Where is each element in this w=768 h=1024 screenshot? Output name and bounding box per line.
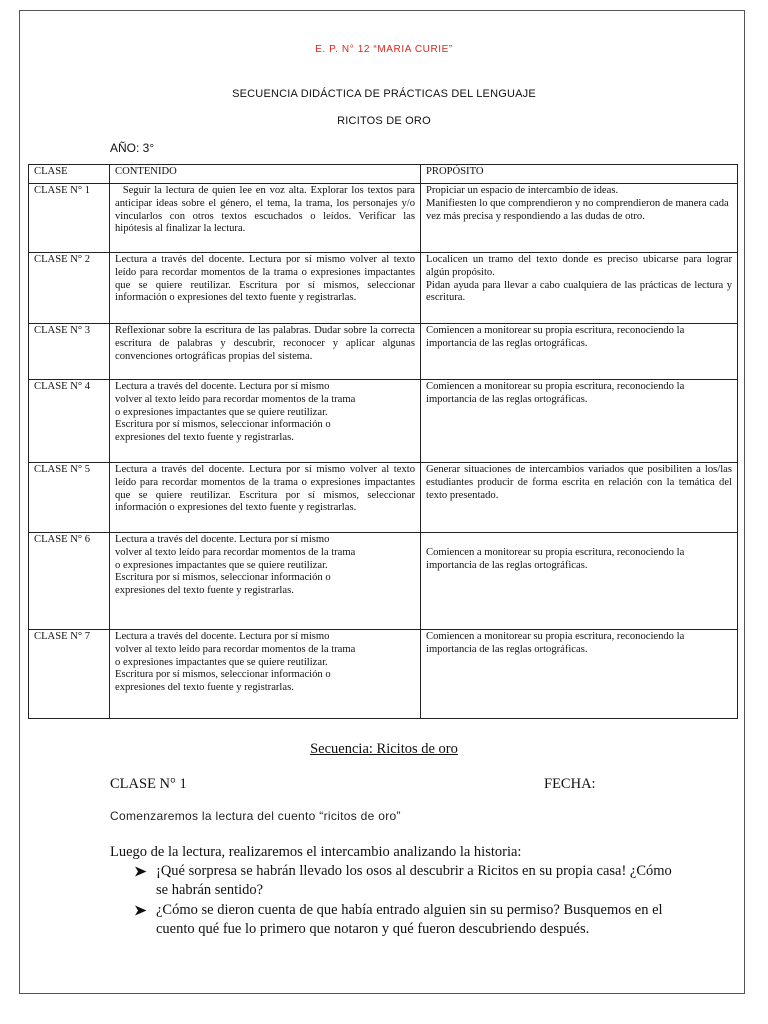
- table-row: [29, 533, 738, 630]
- table-header-row: [29, 165, 738, 184]
- purpose-cell: Comiencen a monitorear su propia escritura, reconociendo la importancia de las reglas ortográficas.: [421, 533, 738, 630]
- document-title: SECUENCIA DIDÁCTICA DE PRÁCTICAS DEL LENGUAJE: [232, 88, 536, 100]
- question-text: ¿Cómo se dieron cuenta de que había entrado alguien sin su permiso? Busquemos en el cuento qué fue lo primero que notaron y qué fueron descubriendo después.: [156, 902, 663, 937]
- class-number: CLASE N° 1: [110, 776, 187, 792]
- school-name: E. P. N° 12 “MARIA CURIE”: [315, 44, 453, 55]
- purpose-cell: Propiciar un espacio de intercambio de ideas. Manifiesten lo que comprendieron y no comprendieron de manera cada vez más precisa y respondiendo a las dudas de otro.: [421, 184, 738, 253]
- school-year: AÑO: 3°: [110, 141, 155, 155]
- table-row: [29, 253, 738, 324]
- class-cell: CLASE N° 1: [29, 184, 110, 253]
- table-row: [29, 463, 738, 533]
- column-header: CONTENIDO: [110, 165, 421, 184]
- table-row: [29, 184, 738, 253]
- after-reading-text: Luego de la lectura, realizaremos el intercambio analizando la historia:: [110, 844, 522, 860]
- purpose-cell: Localicen un tramo del texto donde es preciso ubicarse para lograr algún propósito. Pidan ayuda para llevar a cabo cualquiera de las prácticas de lectura y escritura.: [421, 253, 738, 324]
- question-list: [132, 862, 672, 940]
- content-cell: Lectura a través del docente. Lectura por sí mismo volver al texto leído para recordar momentos de la trama o expresiones impactantes que se quiere reutilizar. Escritura por sí mismos, seleccionar información o expresiones del texto fuente y registrarlas.: [110, 533, 421, 630]
- column-header: PROPÓSITO: [421, 165, 738, 184]
- content-cell: Lectura a través del docente. Lectura por sí mismo volver al texto leído para recordar momentos de la trama o expresiones impactantes que se quiere reutilizar. Escritura por sí mismos, seleccionar información o expresiones del texto fuente y registrarlas.: [110, 380, 421, 463]
- content-cell: Reflexionar sobre la escritura de las palabras. Dudar sobre la correcta escritura de palabras y descubrir, reconocer y aplicar algunas convenciones ortográficas propias del sistema.: [110, 324, 421, 380]
- class-cell: CLASE N° 6: [29, 533, 110, 630]
- question-text: ¡Qué sorpresa se habrán llevado los osos al descubrir a Ricitos en su propia casa! ¿Cómo se habrán sentido?: [156, 863, 672, 898]
- purpose-cell: Comiencen a monitorear su propia escritura, reconociendo la importancia de las reglas ortográficas.: [421, 380, 738, 463]
- table-row: [29, 324, 738, 380]
- story-title: RICITOS DE ORO: [337, 115, 431, 127]
- class-cell: CLASE N° 7: [29, 630, 110, 719]
- plan-table: [28, 164, 738, 719]
- class-cell: CLASE N° 3: [29, 324, 110, 380]
- list-item: [132, 901, 672, 939]
- purpose-cell: Generar situaciones de intercambios variados que posibiliten a los/las estudiantes producir de forma escrita en relación con la temática del texto presentado.: [421, 463, 738, 533]
- sequence-heading: Secuencia: Ricitos de oro: [310, 741, 458, 757]
- intro-text: Comenzaremos la lectura del cuento “ricitos de oro”: [110, 809, 401, 823]
- class-cell: CLASE N° 5: [29, 463, 110, 533]
- date-label: FECHA:: [544, 776, 596, 792]
- arrowhead-bullet-icon: [134, 905, 147, 916]
- content-cell: Lectura a través del docente. Lectura por sí mismo volver al texto leído para recordar momentos de la trama o expresiones impactantes que se quiere reutilizar. Escritura por sí mismos, seleccionar información o expresiones del texto fuente y registrarlas.: [110, 630, 421, 719]
- arrowhead-bullet-icon: [134, 866, 147, 877]
- content-cell: Lectura a través del docente. Lectura por sí mismo volver al texto leído para recordar momentos de la trama o expresiones impactantes que se quiere reutilizar. Escritura por sí mismos, seleccionar información o expresiones del texto fuente y registrarlas.: [110, 463, 421, 533]
- purpose-cell: Comiencen a monitorear su propia escritura, reconociendo la importancia de las reglas ortográficas.: [421, 324, 738, 380]
- table-row: [29, 630, 738, 719]
- column-header: CLASE: [29, 165, 110, 184]
- class-cell: CLASE N° 4: [29, 380, 110, 463]
- table-row: [29, 380, 738, 463]
- class-cell: CLASE N° 2: [29, 253, 110, 324]
- content-cell: Lectura a través del docente. Lectura por sí mismo volver al texto leído para recordar momentos de la trama o expresiones impactantes que se quiere reutilizar. Escritura por sí mismos, seleccionar información o expresiones del texto fuente y registrarlas.: [110, 253, 421, 324]
- purpose-cell: Comiencen a monitorear su propia escritura, reconociendo la importancia de las reglas ortográficas.: [421, 630, 738, 719]
- list-item: [132, 862, 672, 900]
- content-cell: Seguir la lectura de quien lee en voz alta. Explorar los textos para anticipar ideas sobre el género, el tema, la trama, los personajes y/o vincularlos con otros textos escuchados o leídos. Verificar las hipótesis al finalizar la lectura.: [110, 184, 421, 253]
